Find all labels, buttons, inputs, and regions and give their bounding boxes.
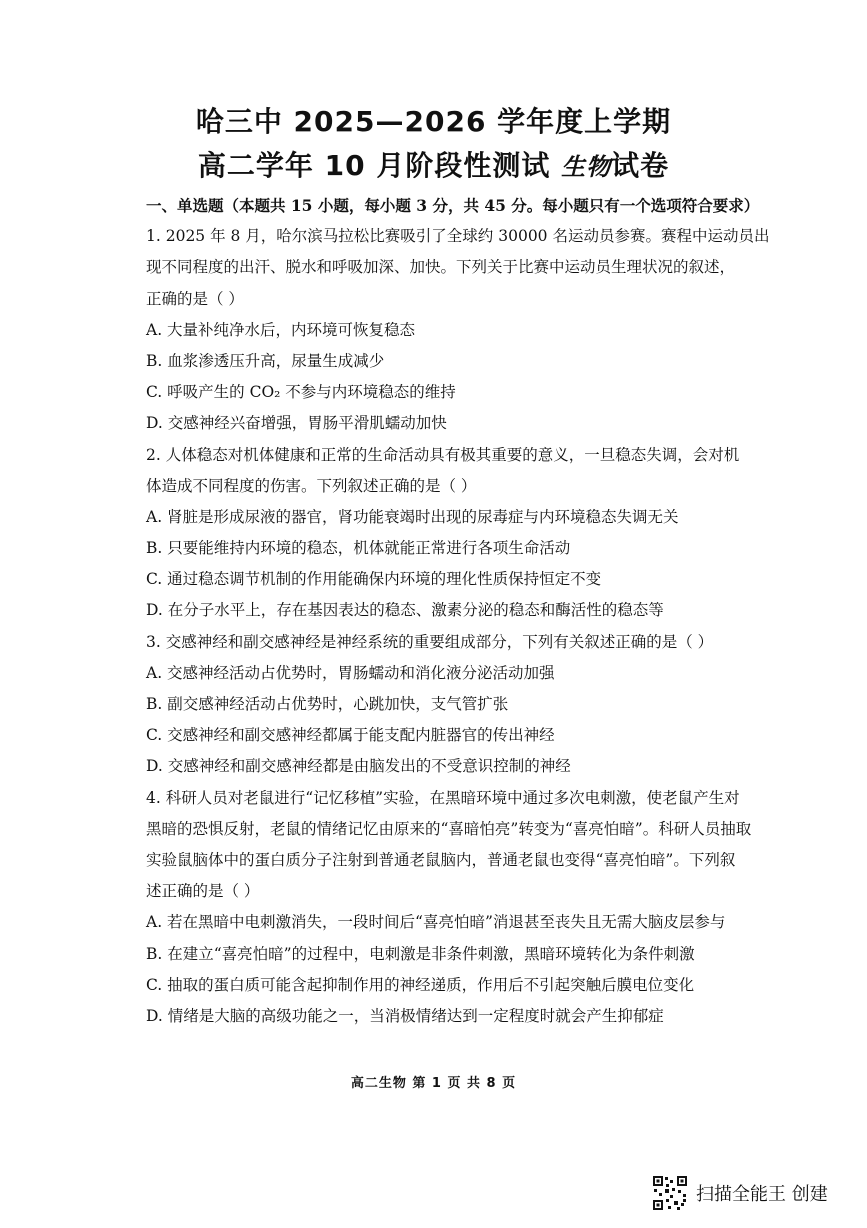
exam-content [146,190,786,1032]
option-b: B. 只要能维持内环境的稳态，机体就能正常进行各项生命活动 [146,539,571,558]
watermark-text: 扫描全能王 创建 [696,1184,828,1205]
question-stem-line: 现不同程度的出汗、脱水和呼吸加深、加快。下列关于比赛中运动员生理状况的叙述， [146,258,736,277]
exam-title: 哈三中 2025—2026 学年度上学期 [195,105,672,138]
question-stem-line: 正确的是（ ） [146,289,244,308]
option-c: C. 抽取的蛋白质可能含起抑制作用的神经递质，作用后不引起突触后膜电位变化 [146,975,695,994]
option-d: D. 交感神经兴奋增强，胃肠平滑肌蠕动加快 [146,414,447,433]
option-c: C. 交感神经和副交感神经都属于能支配内脏器官的传出神经 [146,726,555,745]
option-a: A. 肾脏是形成尿液的器官，肾功能衰竭时出现的尿毒症与内环境稳态失调无关 [146,507,679,526]
option-d: D. 情绪是大脑的高级功能之一，当消极情绪达到一定程度时就会产生抑郁症 [146,1006,664,1025]
option-c: C. 呼吸产生的 CO₂ 不参与内环境稳态的维持 [146,383,456,402]
subtitle-suffix: 试卷 [611,149,670,182]
option-a: A. 若在黑暗中电刺激消失，一段时间后“喜亮怕暗”消退甚至丧失且无需大脑皮层参与 [146,913,726,932]
question-stem-line: 2. 人体稳态对机体健康和正常的生命活动具有极其重要的意义，一旦稳态失调，会对机 [146,445,740,464]
question-stem-line: 3. 交感神经和副交感神经是神经系统的重要组成部分，下列有关叙述正确的是（ ） [146,632,714,651]
question-1 [146,221,786,439]
option-c: C. 通过稳态调节机制的作用能确保内环境的理化性质保持恒定不变 [146,570,602,589]
option-d: D. 在分子水平上，存在基因表达的稳态、激素分泌的稳态和酶活性的稳态等 [146,601,664,620]
exam-subtitle [0,144,867,184]
option-d: D. 交感神经和副交感神经都是由脑发出的不受意识控制的神经 [146,757,571,776]
option-a: A. 交感神经活动占优势时，胃肠蠕动和消化液分泌活动加强 [146,663,555,682]
option-a: A. 大量补纯净水后，内环境可恢复稳态 [146,320,416,339]
question-stem-line: 4. 科研人员对老鼠进行“记忆移植”实验，在黑暗环境中通过多次电刺激，使老鼠产生对 [146,788,740,807]
question-stem-line: 体造成不同程度的伤害。下列叙述正确的是（ ） [146,476,477,495]
qr-code-icon [652,1175,688,1211]
scanner-watermark [652,1175,828,1211]
subtitle-prefix: 高二学年 10 月阶段性测试 [197,149,562,182]
question-stem-line: 1. 2025 年 8 月，哈尔滨马拉松比赛吸引了全球约 30000 名运动员参赛。赛程中运动员出 [146,227,770,246]
question-stem-line: 述正确的是（ ） [146,882,260,901]
option-b: B. 副交感神经活动占优势时，心跳加快，支气管扩张 [146,695,509,713]
question-2 [146,440,786,627]
question-4 [146,783,786,1033]
option-b: B. 血浆渗透压升高，尿量生成减少 [146,351,385,370]
section-heading: 一、单选题（本题共 15 小题，每小题 3 分，共 45 分。每小题只有一个选项符合要求） [146,196,760,215]
handwritten-subject: 生物 [561,152,612,181]
question-3 [146,627,786,783]
option-b: B. 在建立“喜亮怕暗”的过程中，电刺激是非条件刺激，黑暗环境转化为条件刺激 [146,944,695,963]
question-stem-line: 实验鼠脑体中的蛋白质分子注射到普通老鼠脑内，普通老鼠也变得“喜亮怕暗”。下列叙 [146,850,736,869]
question-stem-line: 黑暗的恐惧反射，老鼠的情绪记忆由原来的“喜暗怕亮”转变为“喜亮怕暗”。科研人员抽取 [146,819,752,838]
page-footer: 高二生物 第 1 页 共 8 页 [350,1076,517,1091]
